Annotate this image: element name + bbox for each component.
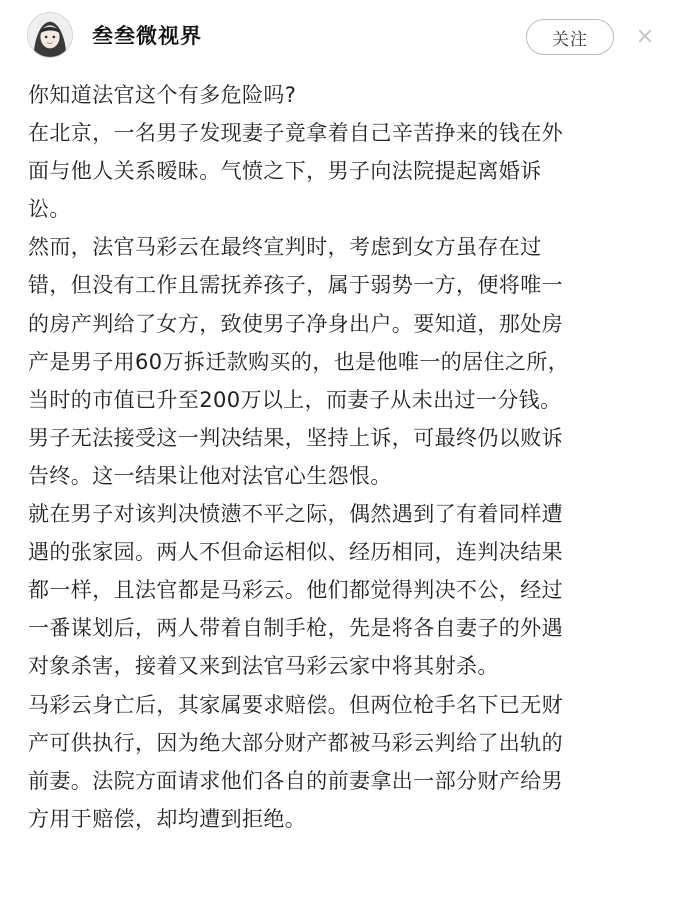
article-line: 当时的市值已升至200万以上，而妻子从未出过一分钱。 [28, 387, 562, 412]
article-line: 都一样，且法官都是马彩云。他们都觉得判决不公，经过 [28, 578, 563, 603]
article-line: 你知道法官这个有多危险吗? [28, 83, 297, 107]
article-line: 男子无法接受这一判决结果，坚持上诉，可最终仍以败诉 [28, 425, 563, 450]
follow-button[interactable]: 关注 [526, 19, 614, 55]
article-line: 马彩云身亡后，其家属要求赔偿。但两位枪手名下已无财 [28, 692, 563, 717]
article-line: 然而，法官马彩云在最终宣判时，考虑到女方虽存在过 [28, 235, 542, 260]
post-header [0, 0, 692, 78]
article-line: 告终。这一结果让他对法官心生怨恨。 [28, 463, 392, 488]
article-line: 在北京，一名男子发现妻子竟拿着自己辛苦挣来的钱在外 [28, 121, 563, 146]
close-icon[interactable]: × [635, 24, 655, 49]
article-line: 错，但没有工作且需抚养孩子，属于弱势一方，便将唯一 [28, 273, 563, 298]
avatar[interactable] [27, 12, 73, 58]
article-line: 方用于赔偿，却均遭到拒绝。 [28, 806, 307, 831]
article-line: 遇的张家园。两人不但命运相似、经历相同，连判决结果 [28, 540, 563, 565]
article-line: 产是男子用60万拆迁款购买的，也是他唯一的居住之所， [28, 349, 570, 374]
account-name[interactable]: 叁叁微视界 [92, 24, 202, 48]
article-line: 就在男子对该判决愤懑不平之际，偶然遇到了有着同样遭 [28, 502, 563, 527]
article-body [28, 76, 668, 838]
article-line: 前妻。法院方面请求他们各自的前妻拿出一部分财产给男 [28, 768, 563, 793]
article-line: 产可供执行，因为绝大部分财产都被马彩云判给了出轨的 [28, 730, 563, 755]
article-line: 对象杀害，接着又来到法官马彩云家中将其射杀。 [28, 654, 499, 679]
article-line: 的房产判给了女方，致使男子净身出户。要知道，那处房 [28, 311, 563, 336]
article-line: 面与他人关系暧昧。气愤之下，男子向法院提起离婚诉 [28, 159, 542, 184]
article-line: 一番谋划后，两人带着自制手枪，先是将各自妻子的外遇 [28, 616, 563, 641]
article-line: 讼。 [28, 197, 71, 222]
